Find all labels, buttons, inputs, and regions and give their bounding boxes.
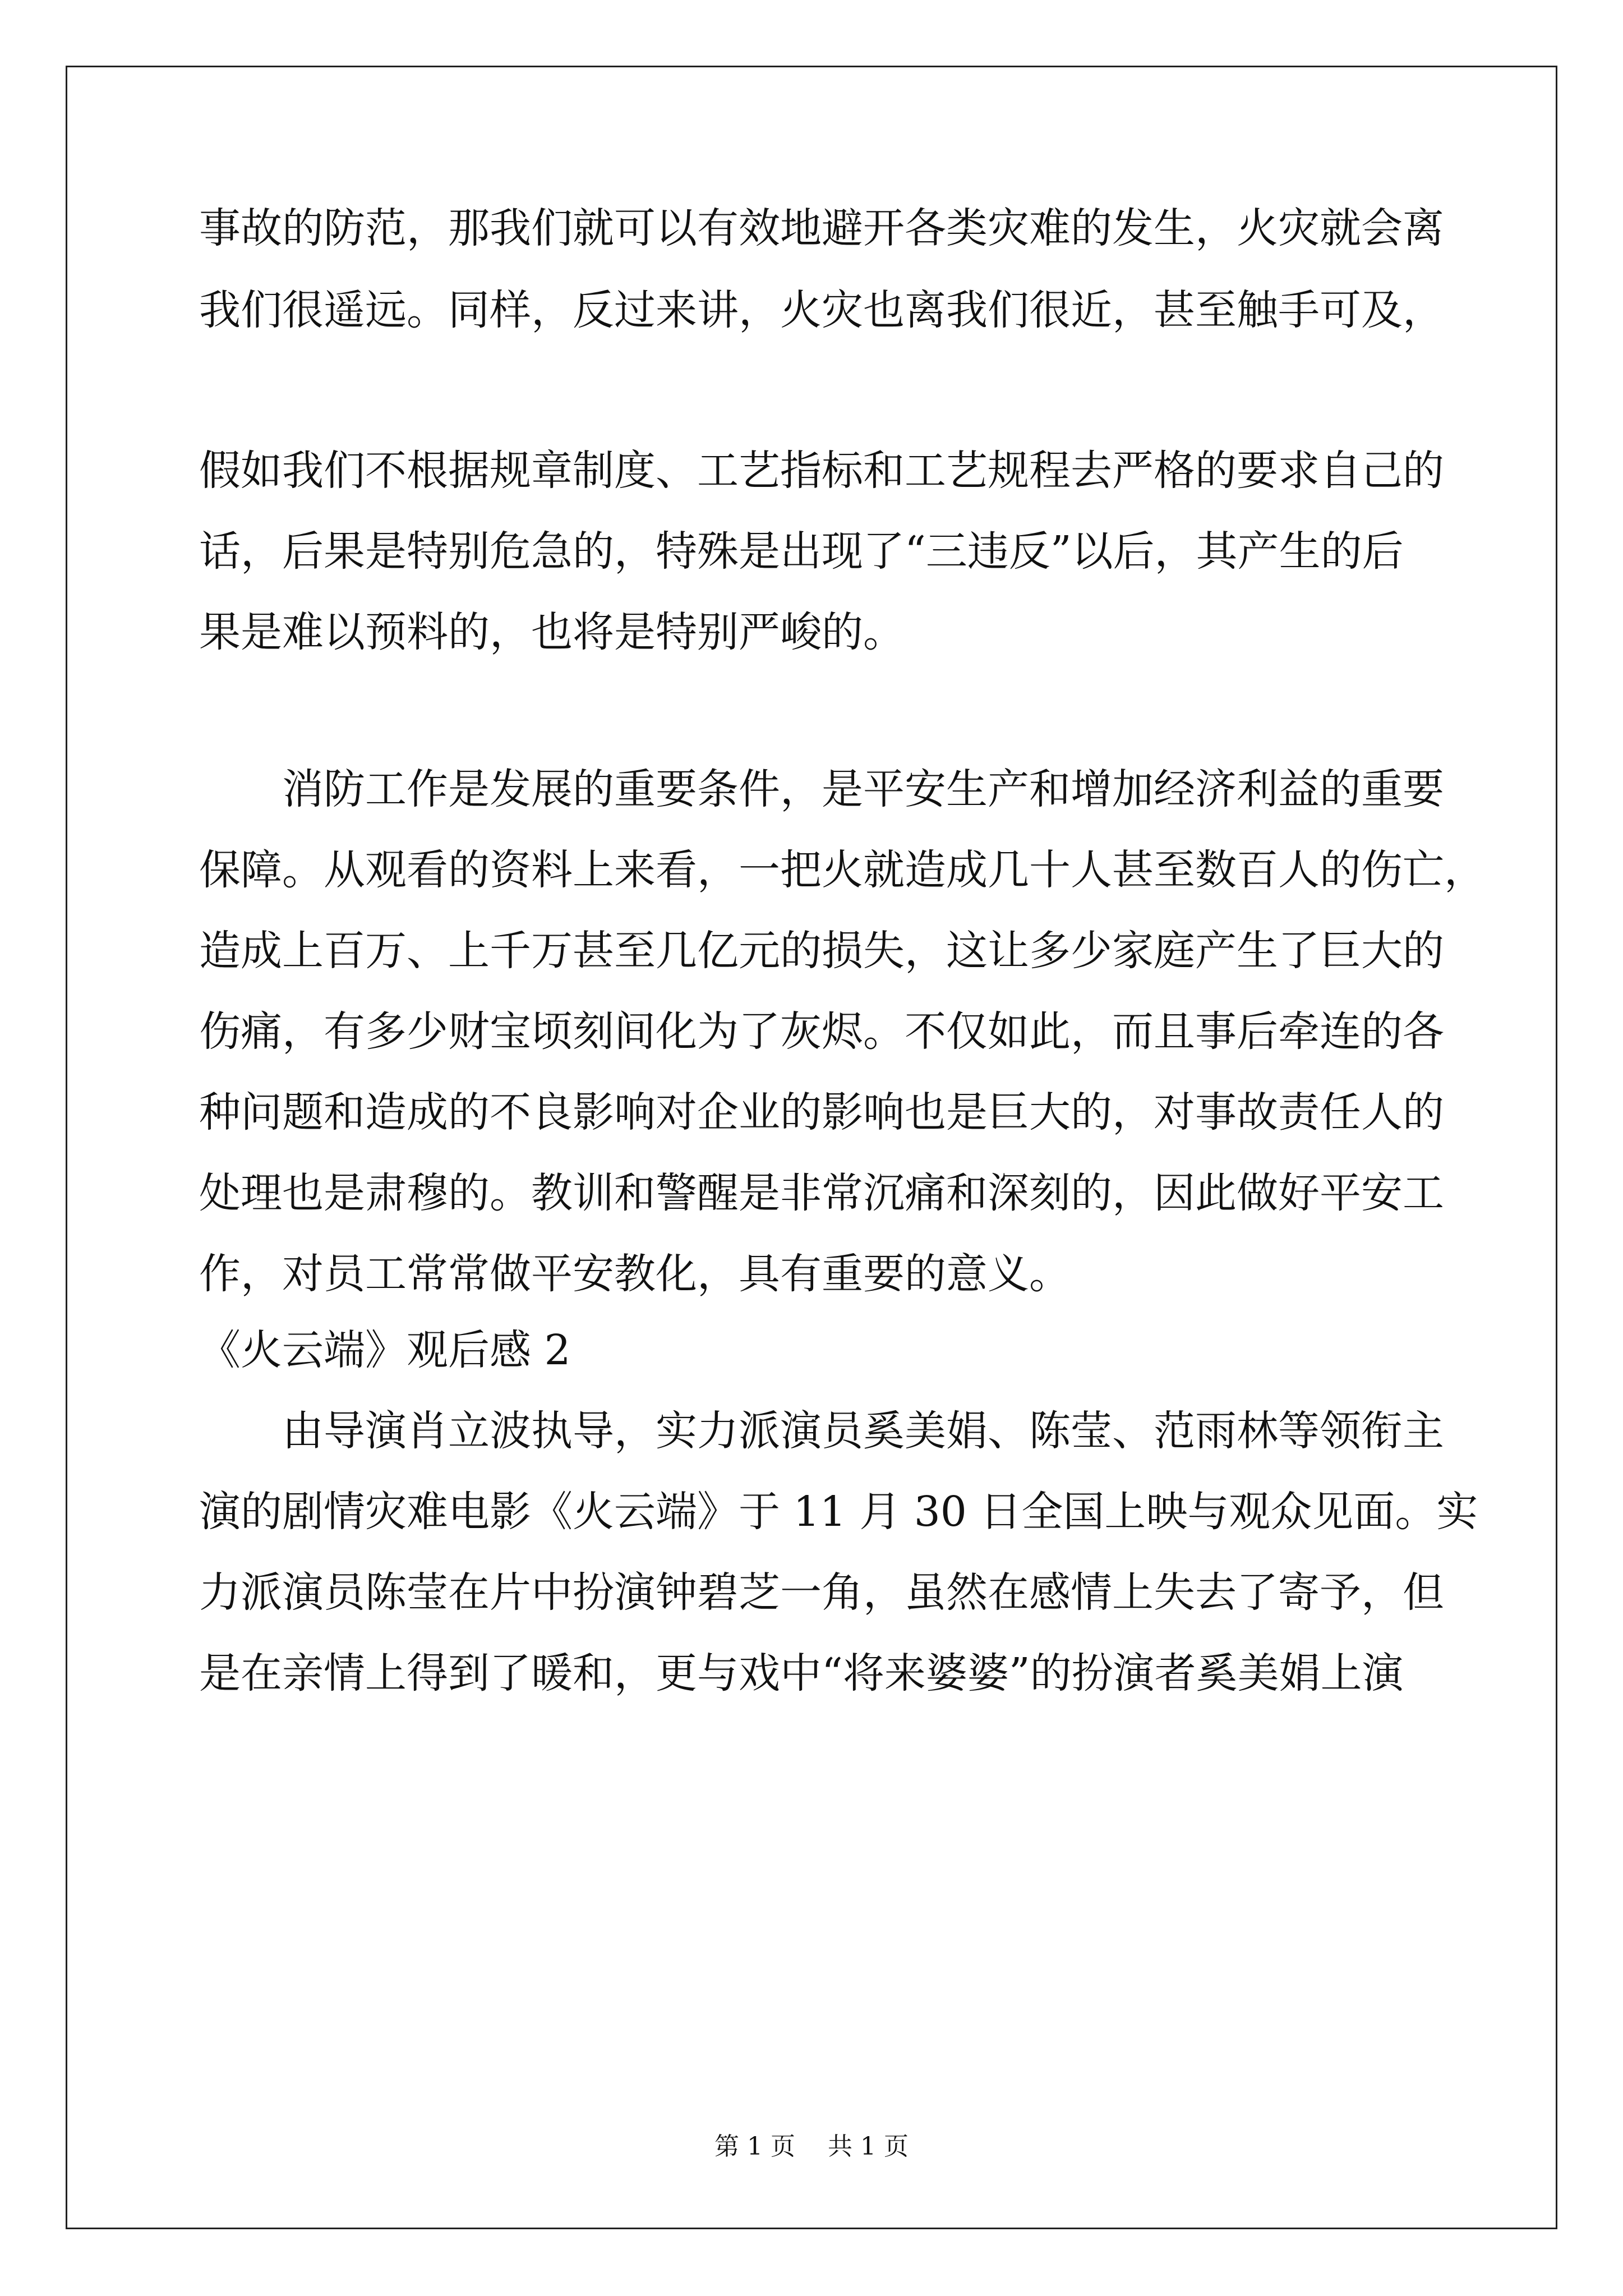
text-line: 力派演员陈莹在片中扮演钟碧芝一角，虽然在感情上失去了寄予，但 bbox=[199, 1568, 1444, 1617]
page-border bbox=[66, 66, 1557, 2229]
text-line: 伤痛，有多少财宝顷刻间化为了灰烬。不仅如此，而且事后牵连的各 bbox=[199, 1007, 1444, 1056]
page-number-footer: 第 1 页 共 1 页 bbox=[714, 2132, 909, 2161]
text-line: 事故的防范，那我们就可以有效地避开各类灾难的发生，火灾就会离 bbox=[199, 204, 1444, 252]
text-line: 保障。从观看的资料上来看，一把火就造成几十人甚至数百人的伤亡， bbox=[199, 846, 1486, 894]
text-line: 处理也是肃穆的。教训和警醒是非常沉痛和深刻的，因此做好平安工 bbox=[199, 1169, 1444, 1217]
text-line: 造成上百万、上千万甚至几亿元的损失，这让多少家庭产生了巨大的 bbox=[199, 927, 1444, 975]
text-line: 种问题和造成的不良影响对企业的影响也是巨大的，对事故责任人的 bbox=[199, 1088, 1444, 1137]
section-heading: 《火云端》观后感 2 bbox=[199, 1326, 571, 1374]
text-line: 话，后果是特别危急的，特殊是出现了“三违反”以后，其产生的后 bbox=[199, 527, 1404, 576]
text-line: 作，对员工常常做平安教化，具有重要的意义。 bbox=[199, 1250, 1071, 1298]
text-line: 果是难以预料的，也将是特别严峻的。 bbox=[199, 608, 905, 656]
text-line: 是在亲情上得到了暖和，更与戏中“将来婆婆”的扮演者奚美娟上演 bbox=[199, 1649, 1404, 1697]
text-line: 我们很遥远。同样，反过来讲，火灾也离我们很近，甚至触手可及， bbox=[199, 286, 1444, 334]
text-line: 假如我们不根据规章制度、工艺指标和工艺规程去严格的要求自己的 bbox=[199, 447, 1444, 495]
text-line: 由导演肖立波执导，实力派演员奚美娟、陈莹、范雨林等领衔主 bbox=[199, 1407, 1444, 1455]
text-line: 消防工作是发展的重要条件，是平安生产和增加经济利益的重要 bbox=[199, 765, 1444, 813]
text-line: 演的剧情灾难电影《火云端》于 11 月 30 日全国上映与观众见面。实 bbox=[199, 1488, 1478, 1536]
